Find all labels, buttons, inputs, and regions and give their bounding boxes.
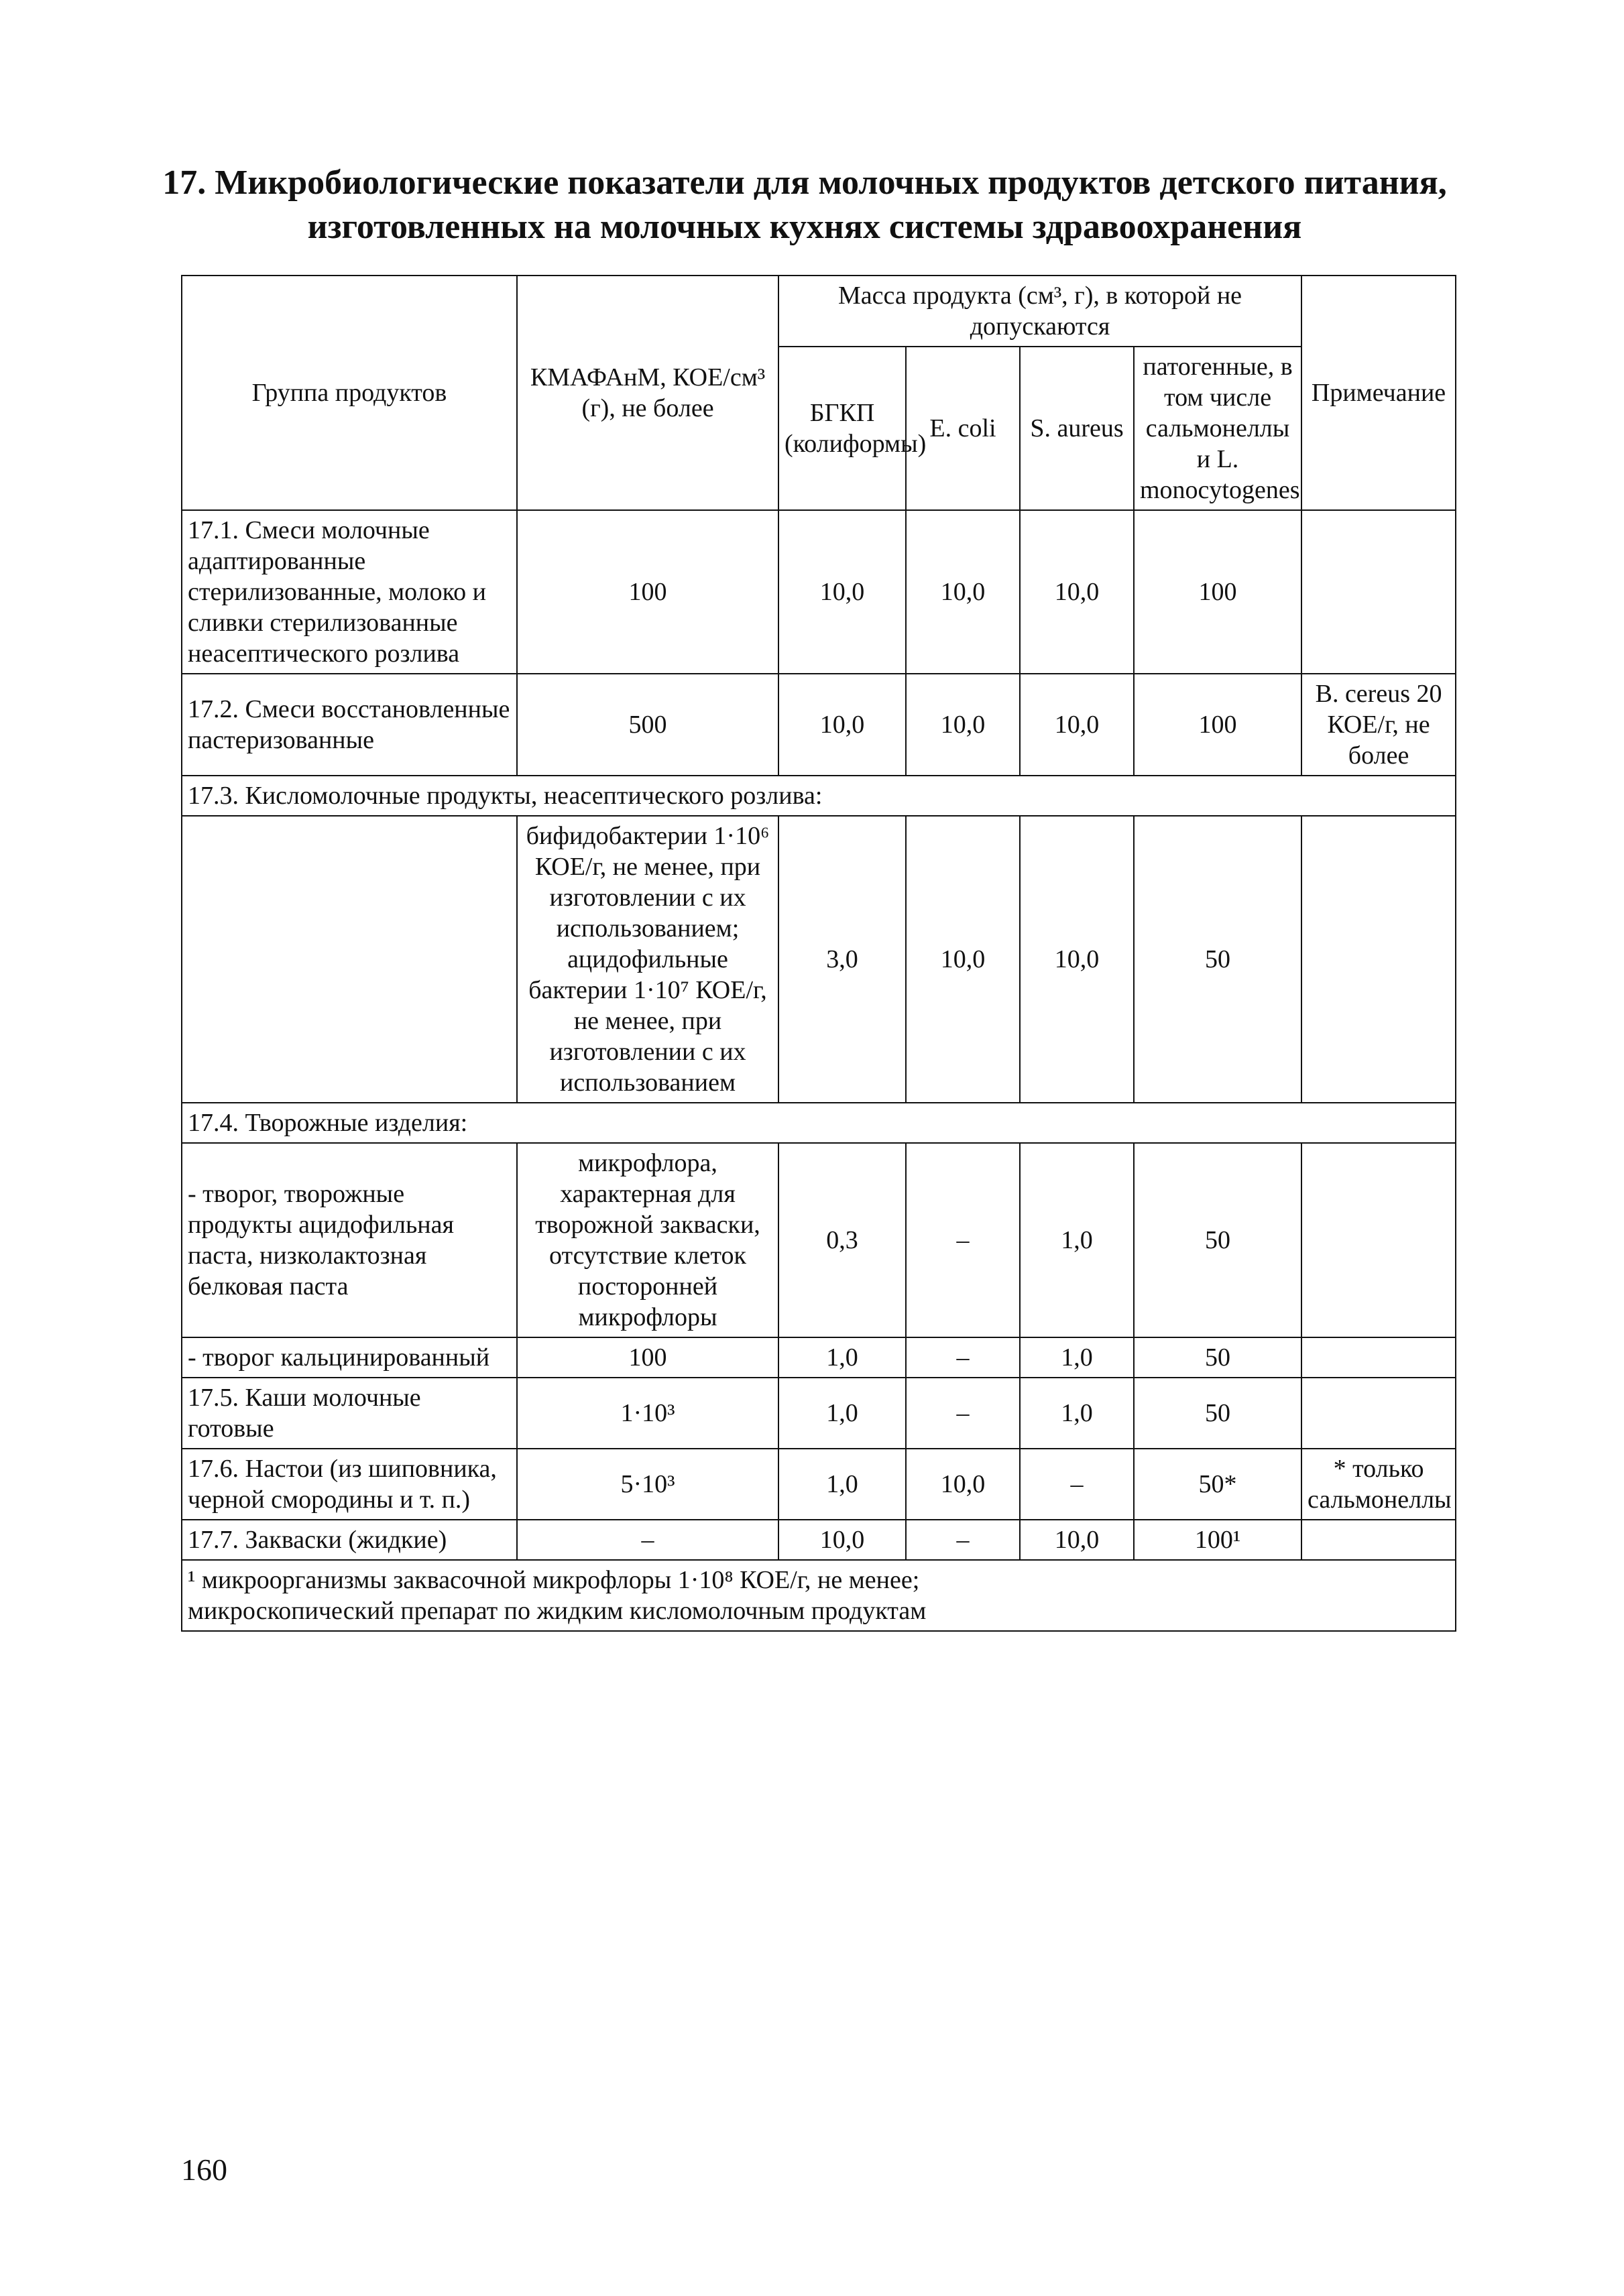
cell-saureus: 10,0	[1020, 510, 1134, 674]
cell-saureus: 1,0	[1020, 1143, 1134, 1337]
footnote-row	[182, 1560, 1456, 1631]
header-bgkp: БГКП (колиформы)	[778, 347, 906, 510]
cell-saureus: 10,0	[1020, 674, 1134, 776]
header-group: Группа продуктов	[182, 276, 517, 510]
cell-group: - творог, творожные продукты ацидофильная паста, низколактозная белковая паста	[182, 1143, 517, 1337]
cell-ecoli: –	[906, 1378, 1020, 1449]
cell-group: 17.1. Смеси молочные адаптированные стерилизованные, молоко и сливки стерилизованные неасептического розлива	[182, 510, 517, 674]
cell-pathogens: 50	[1134, 1378, 1301, 1449]
cell-pathogens: 50	[1134, 816, 1301, 1103]
cell-pathogens: 100¹	[1134, 1520, 1301, 1560]
title-line-1: 17. Микробиологические показатели для молочных продуктов детского питания,	[162, 164, 1447, 202]
cell-group: 17.7. Закваски (жидкие)	[182, 1520, 517, 1560]
section-17-4: 17.4. Творожные изделия:	[182, 1103, 1456, 1143]
cell-bgkp: 0,3	[778, 1143, 906, 1337]
table-row	[182, 1449, 1456, 1520]
section-row	[182, 1103, 1456, 1143]
cell-kmafanm: 500	[517, 674, 778, 776]
cell-group	[182, 816, 517, 1103]
cell-ecoli: –	[906, 1337, 1020, 1378]
cell-kmafanm: 1·10³	[517, 1378, 778, 1449]
section-17-3: 17.3. Кисломолочные продукты, неасептического розлива:	[182, 776, 1456, 816]
page-title	[134, 161, 1475, 249]
cell-pathogens: 50	[1134, 1143, 1301, 1337]
cell-note	[1301, 1337, 1456, 1378]
cell-saureus: 1,0	[1020, 1337, 1134, 1378]
cell-saureus: 10,0	[1020, 1520, 1134, 1560]
cell-note	[1301, 1378, 1456, 1449]
footnote	[182, 1560, 1456, 1631]
microbiology-table	[181, 275, 1456, 1632]
section-row	[182, 776, 1456, 816]
cell-note: * только сальмонеллы	[1301, 1449, 1456, 1520]
cell-group: 17.5. Каши молочные готовые	[182, 1378, 517, 1449]
header-ecoli: E. coli	[906, 347, 1020, 510]
cell-ecoli: 10,0	[906, 674, 1020, 776]
cell-note	[1301, 1143, 1456, 1337]
table-row	[182, 510, 1456, 674]
table-row	[182, 1378, 1456, 1449]
cell-kmafanm: микрофлора, характерная для творожной закваски, отсутствие клеток посторонней микрофлоры	[517, 1143, 778, 1337]
page-number: 160	[181, 2153, 227, 2187]
cell-kmafanm: 100	[517, 510, 778, 674]
cell-ecoli: 10,0	[906, 510, 1020, 674]
cell-bgkp: 10,0	[778, 1520, 906, 1560]
cell-group: - творог кальцинированный	[182, 1337, 517, 1378]
cell-kmafanm: 100	[517, 1337, 778, 1378]
table-row	[182, 816, 1456, 1103]
cell-kmafanm: 5·10³	[517, 1449, 778, 1520]
cell-pathogens: 100	[1134, 674, 1301, 776]
header-saureus: S. aureus	[1020, 347, 1134, 510]
cell-bgkp: 10,0	[778, 510, 906, 674]
cell-ecoli: –	[906, 1520, 1020, 1560]
header-pathogens: патогенные, в том числе сальмонеллы и L. monocytogenes	[1134, 347, 1301, 510]
cell-saureus: 1,0	[1020, 1378, 1134, 1449]
cell-kmafanm: бифидобактерии 1·10⁶ КОЕ/г, не менее, при изготовлении с их использованием; ацидофильные бактерии 1·10⁷ КОЕ/г, не менее, при изготовлении с их использованием	[517, 816, 778, 1103]
cell-bgkp: 1,0	[778, 1378, 906, 1449]
cell-bgkp: 3,0	[778, 816, 906, 1103]
title-line-2: изготовленных на молочных кухнях системы здравоохранения	[307, 208, 1302, 246]
cell-ecoli: 10,0	[906, 816, 1020, 1103]
table-row	[182, 1143, 1456, 1337]
cell-bgkp: 1,0	[778, 1449, 906, 1520]
cell-pathogens: 100	[1134, 510, 1301, 674]
cell-note	[1301, 1520, 1456, 1560]
cell-bgkp: 10,0	[778, 674, 906, 776]
cell-note: B. cereus 20 КОЕ/г, не более	[1301, 674, 1456, 776]
cell-ecoli: 10,0	[906, 1449, 1020, 1520]
footnote-line-2: микроскопический препарат по жидким кисломолочным продуктам	[188, 1597, 927, 1625]
cell-pathogens: 50	[1134, 1337, 1301, 1378]
cell-ecoli: –	[906, 1143, 1020, 1337]
footnote-line-1: ¹ микроорганизмы заквасочной микрофлоры 1·10⁸ КОЕ/г, не менее;	[188, 1566, 920, 1594]
cell-kmafanm: –	[517, 1520, 778, 1560]
cell-note	[1301, 816, 1456, 1103]
cell-note	[1301, 510, 1456, 674]
table-row	[182, 1337, 1456, 1378]
cell-saureus: –	[1020, 1449, 1134, 1520]
table-row	[182, 674, 1456, 776]
table-row	[182, 1520, 1456, 1560]
cell-group: 17.2. Смеси восстановленные пастеризованные	[182, 674, 517, 776]
cell-pathogens: 50*	[1134, 1449, 1301, 1520]
cell-bgkp: 1,0	[778, 1337, 906, 1378]
header-note: Примечание	[1301, 276, 1456, 510]
header-mass: Масса продукта (см³, г), в которой не допускаются	[778, 276, 1301, 347]
cell-saureus: 10,0	[1020, 816, 1134, 1103]
cell-group: 17.6. Настои (из шиповника, черной смородины и т. п.)	[182, 1449, 517, 1520]
header-kmafanm: КМАФАнМ, КОЕ/см³ (г), не более	[517, 276, 778, 510]
